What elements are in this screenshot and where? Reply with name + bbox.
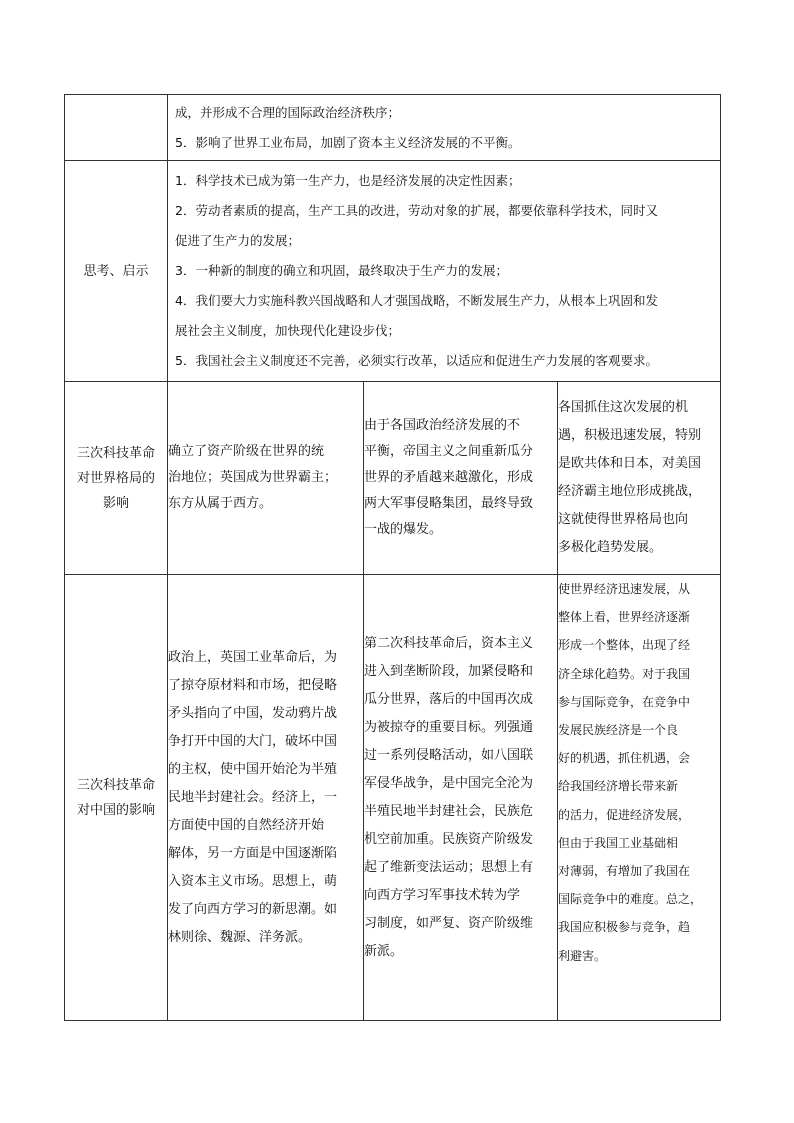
text-line: 民地半封建社会。经济上，一 — [168, 789, 338, 805]
text-line: 方面使中国的自然经济开始 — [168, 817, 325, 833]
text-line: 确立了资产阶级在世界的统 — [168, 444, 325, 459]
text-line: 遇，积极迅速发展，特别 — [558, 428, 702, 443]
first-revolution-world-cell — [168, 382, 364, 575]
text-line: 利避害。 — [558, 948, 607, 963]
text-line: 政治上，英国工业革命后，为 — [168, 649, 338, 665]
text-line: 矛头指向了中国，发动鸦片战 — [168, 705, 338, 721]
label-line: 对中国的影响 — [76, 802, 155, 818]
text-line: 东方从属于西方。 — [168, 496, 273, 511]
label-line: 对世界格局的 — [76, 470, 155, 486]
row1-content — [168, 95, 721, 161]
text-line: 新派。 — [364, 943, 404, 959]
text-line: 多极化趋势发展。 — [558, 540, 663, 555]
table-row — [65, 161, 721, 382]
text-line: 机空前加重。民族资产阶级发 — [364, 831, 534, 847]
text-line: 1．科学技术已成为第一生产力，也是经济发展的决定性因素； — [175, 173, 521, 188]
text-line: 治地位；英国成为世界霸主； — [168, 470, 338, 485]
text-line: 发展民族经济是一个良 — [558, 723, 679, 738]
first-revolution-china-cell — [168, 575, 364, 1021]
text-line: 一战的爆发。 — [364, 522, 443, 537]
text-line: 由于各国政治经济发展的不 — [364, 418, 521, 433]
text-line: 是欧共体和日本，对美国 — [558, 456, 702, 471]
text-line: 了掠夺原材料和市场，把侵略 — [168, 677, 338, 693]
text-line: 经济霸主地位形成挑战， — [558, 484, 702, 499]
text-line: 济全球化趋势。对于我国 — [558, 666, 691, 681]
text-line: 给我国经济增长带来新 — [558, 779, 679, 794]
row-label-empty — [65, 95, 168, 161]
text-line: 对薄弱，有增加了我国在 — [558, 864, 691, 879]
text-line: 5．我国社会主义制度还不完善，必须实行改革，以适应和促进生产力发展的客观要求。 — [175, 353, 658, 368]
text-line: 世界的矛盾越来越激化，形成 — [364, 470, 534, 485]
row-label-thinking: 思考、启示 — [65, 161, 168, 382]
text-line: 半殖民地半封建社会，民族危 — [364, 803, 534, 819]
text-line: 两大军事侵略集团，最终导致 — [364, 496, 534, 511]
text-line: 进入到垄断阶段，加紧侵略和 — [364, 663, 534, 679]
text-line: 我国应积极参与竞争，趋 — [558, 920, 691, 935]
text-line: 向西方学习军事技术转为学 — [364, 887, 521, 903]
third-revolution-world-cell — [558, 382, 721, 575]
text-line: 为被掠夺的重要目标。列强通 — [364, 719, 534, 735]
row-label-world-pattern — [65, 382, 168, 575]
text-line: 入资本主义市场。思想上，萌 — [168, 873, 338, 889]
text-line: 4．我们要大力实施科教兴国战略和人才强国战略，不断发展生产力，从根本上巩固和发 — [175, 293, 658, 308]
text-line: 展社会主义制度，加快现代化建设步伐； — [175, 323, 401, 338]
text-line: 整体上看，世界经济逐渐 — [558, 610, 691, 625]
text-line: 军侵华战争，是中国完全沦为 — [364, 775, 534, 791]
third-revolution-china-cell — [558, 575, 721, 1021]
text-line: 平衡，帝国主义之间重新瓜分 — [364, 444, 534, 459]
second-revolution-world-cell — [364, 382, 558, 575]
text-line: 成，并形成不合理的国际政治经济秩序； — [175, 104, 401, 120]
row2-content — [168, 161, 721, 382]
text-line: 5．影响了世界工业布局，加剧了资本主义经济发展的不平衡。 — [175, 134, 521, 150]
text-line: 习制度，如严复、资产阶级维 — [364, 915, 534, 931]
second-revolution-china-cell — [364, 575, 558, 1021]
text-line: 好的机遇，抓住机遇，会 — [558, 751, 691, 766]
label-line: 三次科技革命 — [76, 445, 155, 461]
text-line: 2．劳动者素质的提高，生产工具的改进，劳动对象的扩展，都要依靠科学技术，同时又 — [175, 203, 658, 218]
label-line: 三次科技革命 — [76, 777, 155, 793]
text-line: 林则徐、魏源、洋务派。 — [168, 929, 312, 945]
text-line: 3．一种新的制度的确立和巩固，最终取决于生产力的发展； — [175, 263, 508, 278]
text-line: 这就使得世界格局也向 — [558, 512, 689, 527]
text-line: 使世界经济迅速发展，从 — [558, 582, 691, 596]
text-line: 第二次科技革命后，资本主义 — [364, 635, 534, 651]
text-line: 过一系列侵略活动，如八国联 — [364, 747, 534, 763]
text-line: 的活力，促进经济发展， — [558, 807, 691, 822]
text-line: 形成一个整体，出现了经 — [558, 638, 691, 653]
text-line: 促进了生产力的发展； — [175, 233, 301, 248]
table-row — [65, 95, 721, 161]
content-table — [64, 94, 721, 1021]
text-line: 参与国际竞争，在竞争中 — [558, 694, 691, 709]
text-line: 国际竞争中的难度。总之， — [558, 892, 703, 907]
text-line: 起了维新变法运动；思想上有 — [364, 859, 534, 875]
table-row — [65, 382, 721, 575]
label-line: 影响 — [102, 495, 129, 511]
text-line: 但由于我国工业基础相 — [558, 835, 679, 850]
table-row — [65, 575, 721, 1021]
text-line: 瓜分世界，落后的中国再次成 — [364, 691, 534, 707]
text-line: 的主权，使中国开始沦为半殖 — [168, 761, 338, 777]
text-line: 发了向西方学习的新思潮。如 — [168, 901, 338, 917]
text-line: 争打开中国的大门，破坏中国 — [168, 733, 338, 749]
text-line: 各国抓住这次发展的机 — [558, 400, 689, 415]
row-label-china-impact — [65, 575, 168, 1021]
text-line: 解体，另一方面是中国逐渐陷 — [168, 845, 338, 861]
